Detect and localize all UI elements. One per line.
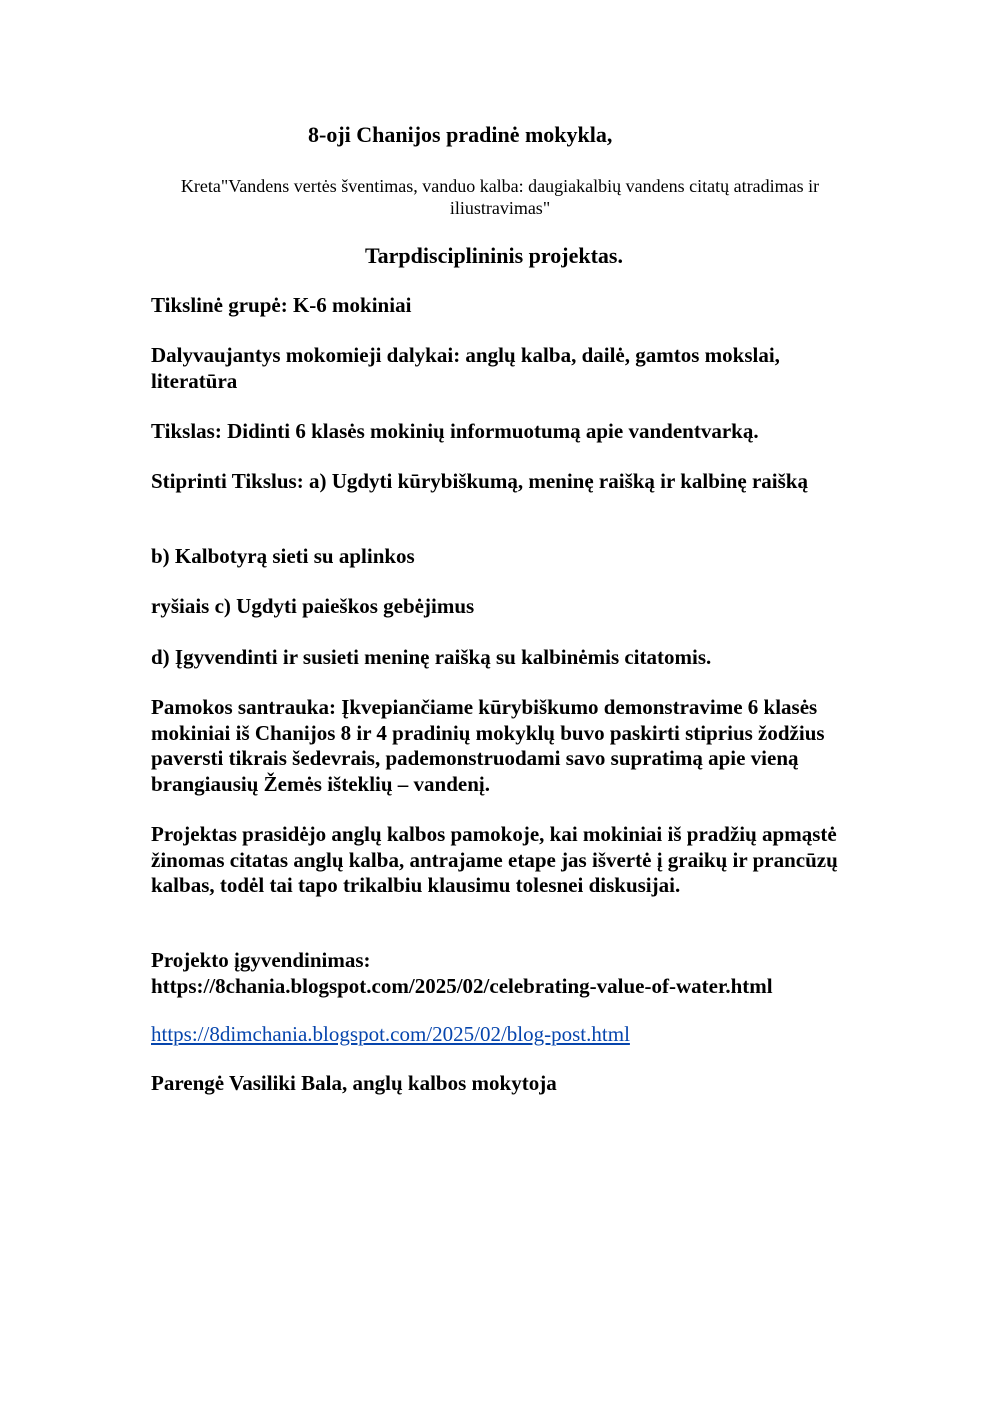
project-type-heading: Tarpdisciplininis projektas. (365, 243, 623, 268)
implementation-label: Projekto įgyvendinimas: (151, 948, 371, 972)
objective-d: d) Įgyvendinti ir susieti meninę raišką su kalbinėmis citatomis. (151, 645, 712, 669)
prepared-by: Parengė Vasiliki Bala, anglų kalbos mokytoja (151, 1071, 557, 1095)
implementation-url[interactable]: https://8chania.blogspot.com/2025/02/celebrating-value-of-water.html (151, 973, 773, 998)
document-subtitle: Kreta"Vandens vertės šventimas, vanduo kalba: daugiakalbių vandens citatų atradimas ir iliustravimas" (180, 176, 820, 218)
objective-a: Stiprinti Tikslus: a) Ugdyti kūrybiškumą, meninę raišką ir kalbinę raišką (151, 469, 808, 493)
implementation-section (151, 948, 851, 999)
objective-c: ryšiais c) Ugdyti paieškos gebėjimus (151, 594, 475, 618)
blog-link-row (151, 1022, 851, 1048)
lesson-summary: Pamokos santrauka: Įkvepiančiame kūrybiškumo demonstravime 6 klasės mokiniai iš Chanijos 8 ir 4 pradinių mokyklų buvo paskirti stiprius žodžius paversti tikrais šedevrais, pademonstruodami savo supratimą apie vieną brangiausių Žemės išteklių – vandenį. (151, 695, 825, 796)
target-group: Tikslinė grupė: K-6 mokiniai (151, 293, 412, 317)
document-title: 8-oji Chanijos pradinė mokykla, (308, 122, 613, 147)
goal: Tikslas: Didinti 6 klasės mokinių informuotumą apie vandentvarką. (151, 419, 759, 443)
objective-b: b) Kalbotyrą sieti su aplinkos (151, 544, 415, 568)
subjects: Dalyvaujantys mokomieji dalykai: anglų kalba, dailė, gamtos mokslai, literatūra (151, 343, 780, 393)
blog-link[interactable]: https://8dimchania.blogspot.com/2025/02/blog-post.html (151, 1022, 630, 1046)
project-description: Projektas prasidėjo anglų kalbos pamokoje, kai mokiniai iš pradžių apmąstė žinomas citatas anglų kalba, antrajame etape jas išvertė į graikų ir prancūzų kalbas, todėl tai tapo trikalbiu klausimu tolesnei diskusijai. (151, 822, 838, 897)
